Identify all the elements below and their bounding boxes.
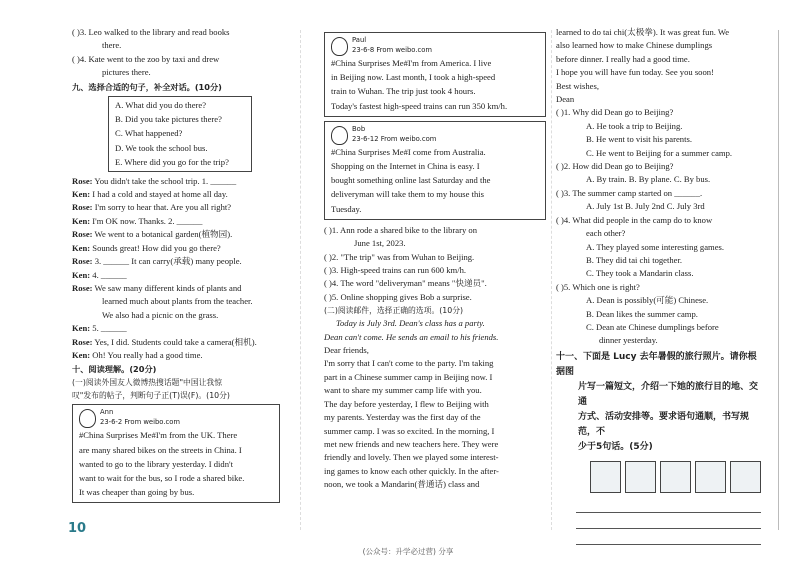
mc-option: A. He took a trip to Beijing. [586,120,683,131]
mc-option: dinner yesterday. [599,335,658,346]
subsection-2-title: (二)阅读邮件，选择正确的选项。(10分) [324,306,464,316]
avatar [331,126,348,145]
dialog-line: We also had a picnic on the grass. [102,309,219,320]
dialog-line: Rose: You didn't take the school trip. 1. ______ [72,175,237,186]
footer-note: (公众号：升学必过营) 分享 [362,547,454,556]
mc-option: C. Dean ate Chinese dumplings before [586,321,719,332]
dialog-line: Ken: I'm OK now. Thanks. 2. ______ [72,215,203,226]
photo-family [730,461,761,493]
avatar [79,409,96,428]
section-10-title: 十、阅读理解。(20分) [72,364,157,375]
writing-line[interactable] [576,497,761,513]
photo-great-wall [660,461,691,493]
dialog-line: Rose: 3. ______ It can carry(承载) many people. [72,256,242,267]
email-intro: Dean can't come. He sends an email to his friends. [324,331,499,342]
post-author: Ann [100,408,114,417]
column-divider [551,30,552,530]
mc-question: ( )3. The summer camp started on ______. A. July 1st B. July 2nd C. July 3rd [556,187,761,214]
option: C. What happened? [115,128,183,139]
dialog-line: Rose: We went to a botanical garden(植物园). [72,229,233,240]
email-intro: Today is July 3rd. Dean's class has a party. [336,318,485,329]
post-author: Paul [352,36,367,44]
option: E. Where did you go for the trip? [115,157,229,168]
tf-item: ( )1. Ann rode a shared bike to the library on [324,224,477,235]
mc-option: B. They did tai chi together. [586,254,683,265]
dialog-line: Ken: Sounds great! How did you go there? [72,242,221,253]
photo-camera [695,461,726,493]
section-9-title: 九、选择合适的句子，补全对话。(10分) [72,81,222,92]
photo-beach [590,461,621,493]
dialog-line: Ken: Oh! You really had a good time. [72,349,203,360]
dialog-line: Rose: We saw many different kinds of plants and [72,282,242,293]
post-paul: Paul 23-6-8 From weibo.com #China Surprises Me#I'm from America. I live in Beijing now. Last month, I took a high-speed train to Wuhan. The trip just took 4 hours. Today's fastest high-speed trains can run 350 km/h. [324,32,546,117]
section-10-subtitle: 叹"发布的帖子，判断句子正(T)误(F)。(10分) [72,391,230,401]
section-11-title: 十一、下面是 Lucy 去年暑假的旅行照片。请你根据图 [556,351,757,377]
mc-option: A. July 1st B. July 2nd C. July 3rd [586,201,705,212]
mc-option: B. He went to visit his parents. [586,134,692,145]
post-meta: 23-6-8 From weibo.com [352,46,433,54]
column-left [72,26,280,507]
mc-option: A. They played some interesting games. [586,241,725,252]
tf-item: ( )5. Online shopping gives Bob a surprise. [324,291,472,302]
post-meta: 23-6-2 From weibo.com [100,418,181,427]
mc-question: ( )1. Why did Dean go to Beijing? A. He took a trip to Beijing. B. He went to visit his parents. C. He went to Beijing for a summer camp. [556,106,761,160]
mc-option: C. They took a Mandarin class. [586,268,694,279]
post-bob: Bob 23-6-12 From weibo.com #China Surprises Me#I come from Australia. Shopping on the Internet in China is easy. I bought something online last Saturday and the deliveryman will take them to my house this Tuesday. [324,121,546,220]
option: D. We took the school bus. [115,142,208,153]
mc-question: ( )2. How did Dean go to Beijing? A. By train. B. By plane. C. By bus. [556,160,761,187]
dialog-line: Ken: 4. ______ [72,269,127,280]
dialog-line: Ken: 5. ______ [72,323,127,334]
top-tf-item: ( )3. Leo walked to the library and read books there. [72,27,230,51]
writing-line[interactable] [576,529,761,545]
tf-item: ( )2. "The trip" was from Wuhan to Beijing. [324,251,475,262]
column-divider [300,30,301,530]
column-right [556,26,761,545]
mc-option: A. Dean is possibly(可能) Chinese. [586,295,709,306]
dialog-line: Rose: Yes, I did. Students could take a camera(相机). [72,336,257,347]
page-edge [778,30,787,530]
top-tf-item: ( )4. Kate went to the zoo by taxi and drew pictures there. [72,53,220,78]
tf-item: ( )3. High-speed trains can run 600 km/h. [324,265,467,276]
mc-option: C. He went to Beijing for a summer camp. [586,147,733,158]
dialog-line: learned much about plants from the teacher. [102,296,253,307]
email-continuation: learned to do tai chi(太极拳). It was great fun. We also learned how to make Chinese dumplings before dinner. I really had a good time. I hope you will have fun today. See you soon! Best wishes, Dean [556,27,730,105]
writing-line[interactable] [576,513,761,529]
email-body: Dear friends, I'm sorry that I can't come to the party. I'm taking part in a Chinese summer camp in Beijing now. I want to share my summer camp life with you. The day before yesterday, I flew to Beijing with my parents. Yesterday was the first day of the summer camp. I was so excited. In the morning, I met new friends and new teachers here. They were friendly and lovely. Then we played some interest- ing games to know each other quickly. In the after- noon, we took a Mandarin(普通话) class and [324,345,499,490]
photo-plane [625,461,656,493]
section-10-subtitle: (一)阅读外国友人微博热搜话题"中国让我惊 [72,378,223,388]
mc-question: ( )5. Which one is right? A. Dean is possibly(可能) Chinese. B. Dean likes the summer camp. C. Dean ate Chinese dumplings before dinner yesterday. [556,281,761,348]
mc-option: B. Dean likes the summer camp. [586,308,698,319]
options-box [108,96,252,172]
mc-question: ( )4. What did people in the camp do to know each other? A. They played some interesting games. B. They did tai chi together. C. They took a Mandarin class. [556,214,761,281]
tf-questions: ( )1. Ann rode a shared bike to the library on June 1st, 2023. ( )2. "The trip" was from Wuhan to Beijing. ( )3. High-speed trains can run 600 km/h. ( )4. The word "deliveryman" means "快递员". ( )5. Online shopping gives Bob a surprise. [324,224,546,304]
dialog-line: Ken: I had a cold and stayed at home all day. [72,189,228,200]
travel-photos [590,461,761,493]
option: A. What did you do there? [115,99,207,110]
post-ann: Ann 23-6-2 From weibo.com #China Surprises Me#I'm from the UK. There are many shared bikes on the streets in China. I wanted to go to the library yesterday. I didn't want to wait for the bus, so I rode a shared bike. It was cheaper than going by bus. [72,404,280,503]
section-11: 十一、下面是 Lucy 去年暑假的旅行照片。请你根据图 片写一篇短文，介绍一下她的旅行目的地、交通 方式、活动安排等。要求语句通顺，书写规范，不 少于5句话。(5分) [556,350,761,455]
writing-lines[interactable] [556,497,761,545]
post-author: Bob [352,124,366,133]
mc-option: A. By train. B. By plane. C. By bus. [586,174,711,185]
option: B. Did you take pictures there? [115,114,222,125]
dialog [72,175,280,363]
tf-item: ( )4. The word "deliveryman" means "快递员". [324,278,487,289]
page-number: 10 [68,521,87,536]
dialog-line: Rose: I'm sorry to hear that. Are you all right? [72,202,232,213]
avatar [331,37,348,56]
post-meta: 23-6-12 From weibo.com [352,134,437,143]
column-middle [324,26,546,492]
